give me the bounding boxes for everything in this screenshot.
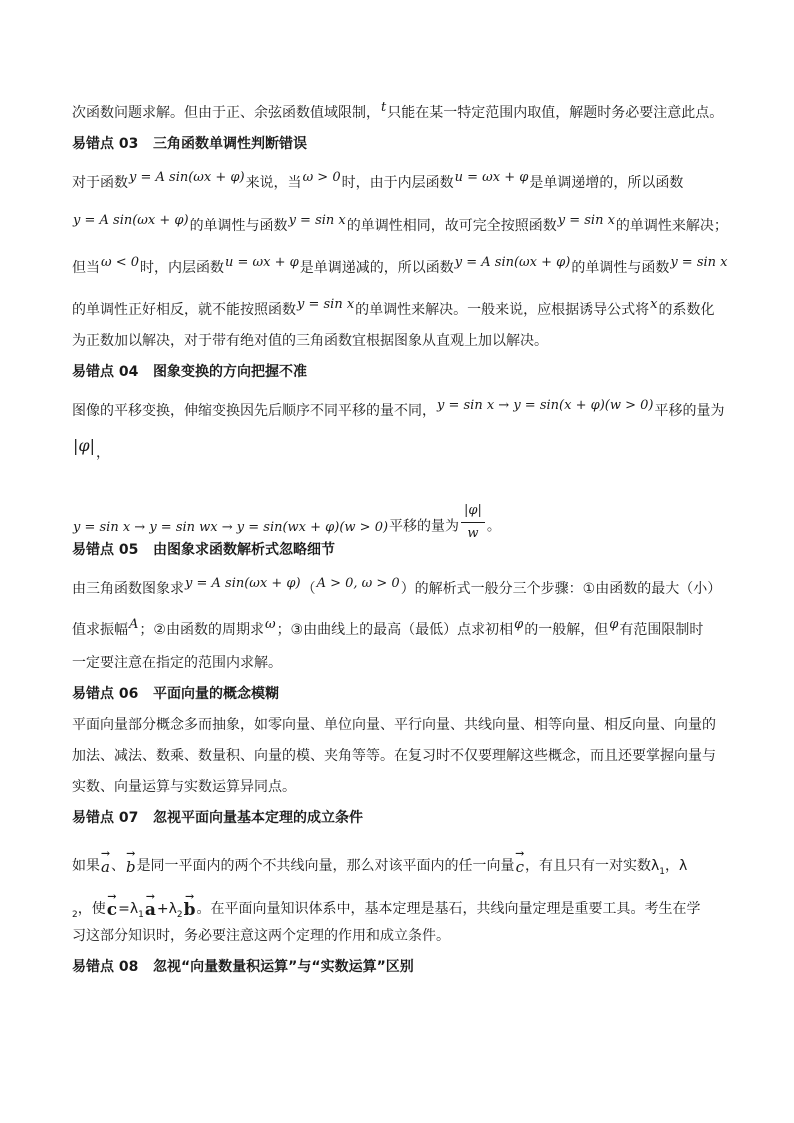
vector-a: → a <box>145 900 156 920</box>
paragraph-line: 实数、向量运算与实数运算异同点。 <box>72 779 296 795</box>
paragraph-line: $_2$，使→ $c=\lambda_1\to a+\lambda_2\to b$。在平面向量知识体系中，基本定理是基石，共线向量定理是重要工具。考生在学 <box>72 898 754 921</box>
section-heading-06: 易错点 06 平面向量的概念模糊 <box>72 686 279 702</box>
fraction-phi-over-w: $\frac{|\varphi|}{w}$ <box>461 501 485 544</box>
paragraph-line: 为正数加以解决，对于带有绝对值的三角函数宜根据图象从直观上加以解决。 <box>72 333 548 349</box>
paragraph-line: 值求振幅A；②由函数的周期求ω；③由曲线上的最高（最低）点求初相φ的一般解，但φ有范围限制时 <box>72 617 704 638</box>
paragraph-line: y = A sin(ωx + φ)的单调性与函数y = sin x的单调性相同，故可完全按照函数y = sin x的单调性来解决； <box>73 213 728 234</box>
vector-b: → b <box>126 857 136 877</box>
paragraph-line: 如果→ a、→ b是同一平面内的两个不共线向量，那么对该平面内的任一向量→ c，有且只有一对实数$\lambda_1$，λ <box>72 855 754 878</box>
vector-c: → c <box>107 900 117 920</box>
paragraph-line: |φ|， <box>73 436 110 461</box>
paragraph-line: 平面向量部分概念多而抽象，如零向量、单位向量、平行向量、共线向量、相等向量、相反向量、向量的 <box>72 717 716 733</box>
section-heading-04: 易错点 04 图象变换的方向把握不准 <box>72 364 307 380</box>
paragraph-line: 但当ω < 0时，内层函数u = ωx + φ是单调递减的，所以函数y = A sin(ωx + φ)的单调性与函数y = sin x <box>72 255 728 276</box>
vector-a: → a <box>101 857 110 877</box>
paragraph-line: 次函数问题求解。但由于正、余弦函数值域限制，t只能在某一特定范围内取值，解题时务必要注意此点。 <box>72 100 724 121</box>
paragraph-line: 的单调性正好相反，就不能按照函数y = sin x的单调性来解决。一般来说，应根据诱导公式将x的系数化 <box>72 297 715 318</box>
section-heading-03: 易错点 03 三角函数单调性判断错误 <box>72 136 307 152</box>
paragraph-line: 由三角函数图象求y = A sin(ωx + φ)（A > 0, ω > 0）的解析式一般分三个步骤：①由函数的最大（小） <box>72 576 722 597</box>
vector-c: → c <box>516 857 524 877</box>
paragraph-line: 加法、减法、数乘、数量积、向量的模、夹角等等。在复习时不仅要理解这些概念，而且还要掌握向量与 <box>72 748 716 764</box>
paragraph-line: 一定要注意在指定的范围内求解。 <box>72 655 282 671</box>
section-heading-07: 易错点 07 忽视平面向量基本定理的成立条件 <box>72 810 363 826</box>
paragraph-line: 习这部分知识时，务必要注意这两个定理的作用和成立条件。 <box>72 928 450 944</box>
section-heading-08: 易错点 08 忽视“向量数量积运算”与“实数运算”区别 <box>72 959 414 975</box>
section-heading-05: 易错点 05 由图象求函数解析式忽略细节 <box>72 542 335 558</box>
paragraph-line: 对于函数y = A sin(ωx + φ)来说，当ω > 0时，由于内层函数u = ωx + φ是单调递增的，所以函数 <box>72 170 684 191</box>
vector-b: → b <box>184 900 196 920</box>
math-t: t <box>381 100 387 115</box>
paragraph-line: y = sin x → y = sin wx → y = sin(wx + φ)(w > 0)平移的量为 $\frac{|\varphi|}{w}$ 。 <box>72 505 754 548</box>
paragraph-line: 图像的平移变换，伸缩变换因先后顺序不同平移的量不同，y = sin x → y = sin(x + φ)(w > 0)平移的量为 <box>72 398 725 419</box>
